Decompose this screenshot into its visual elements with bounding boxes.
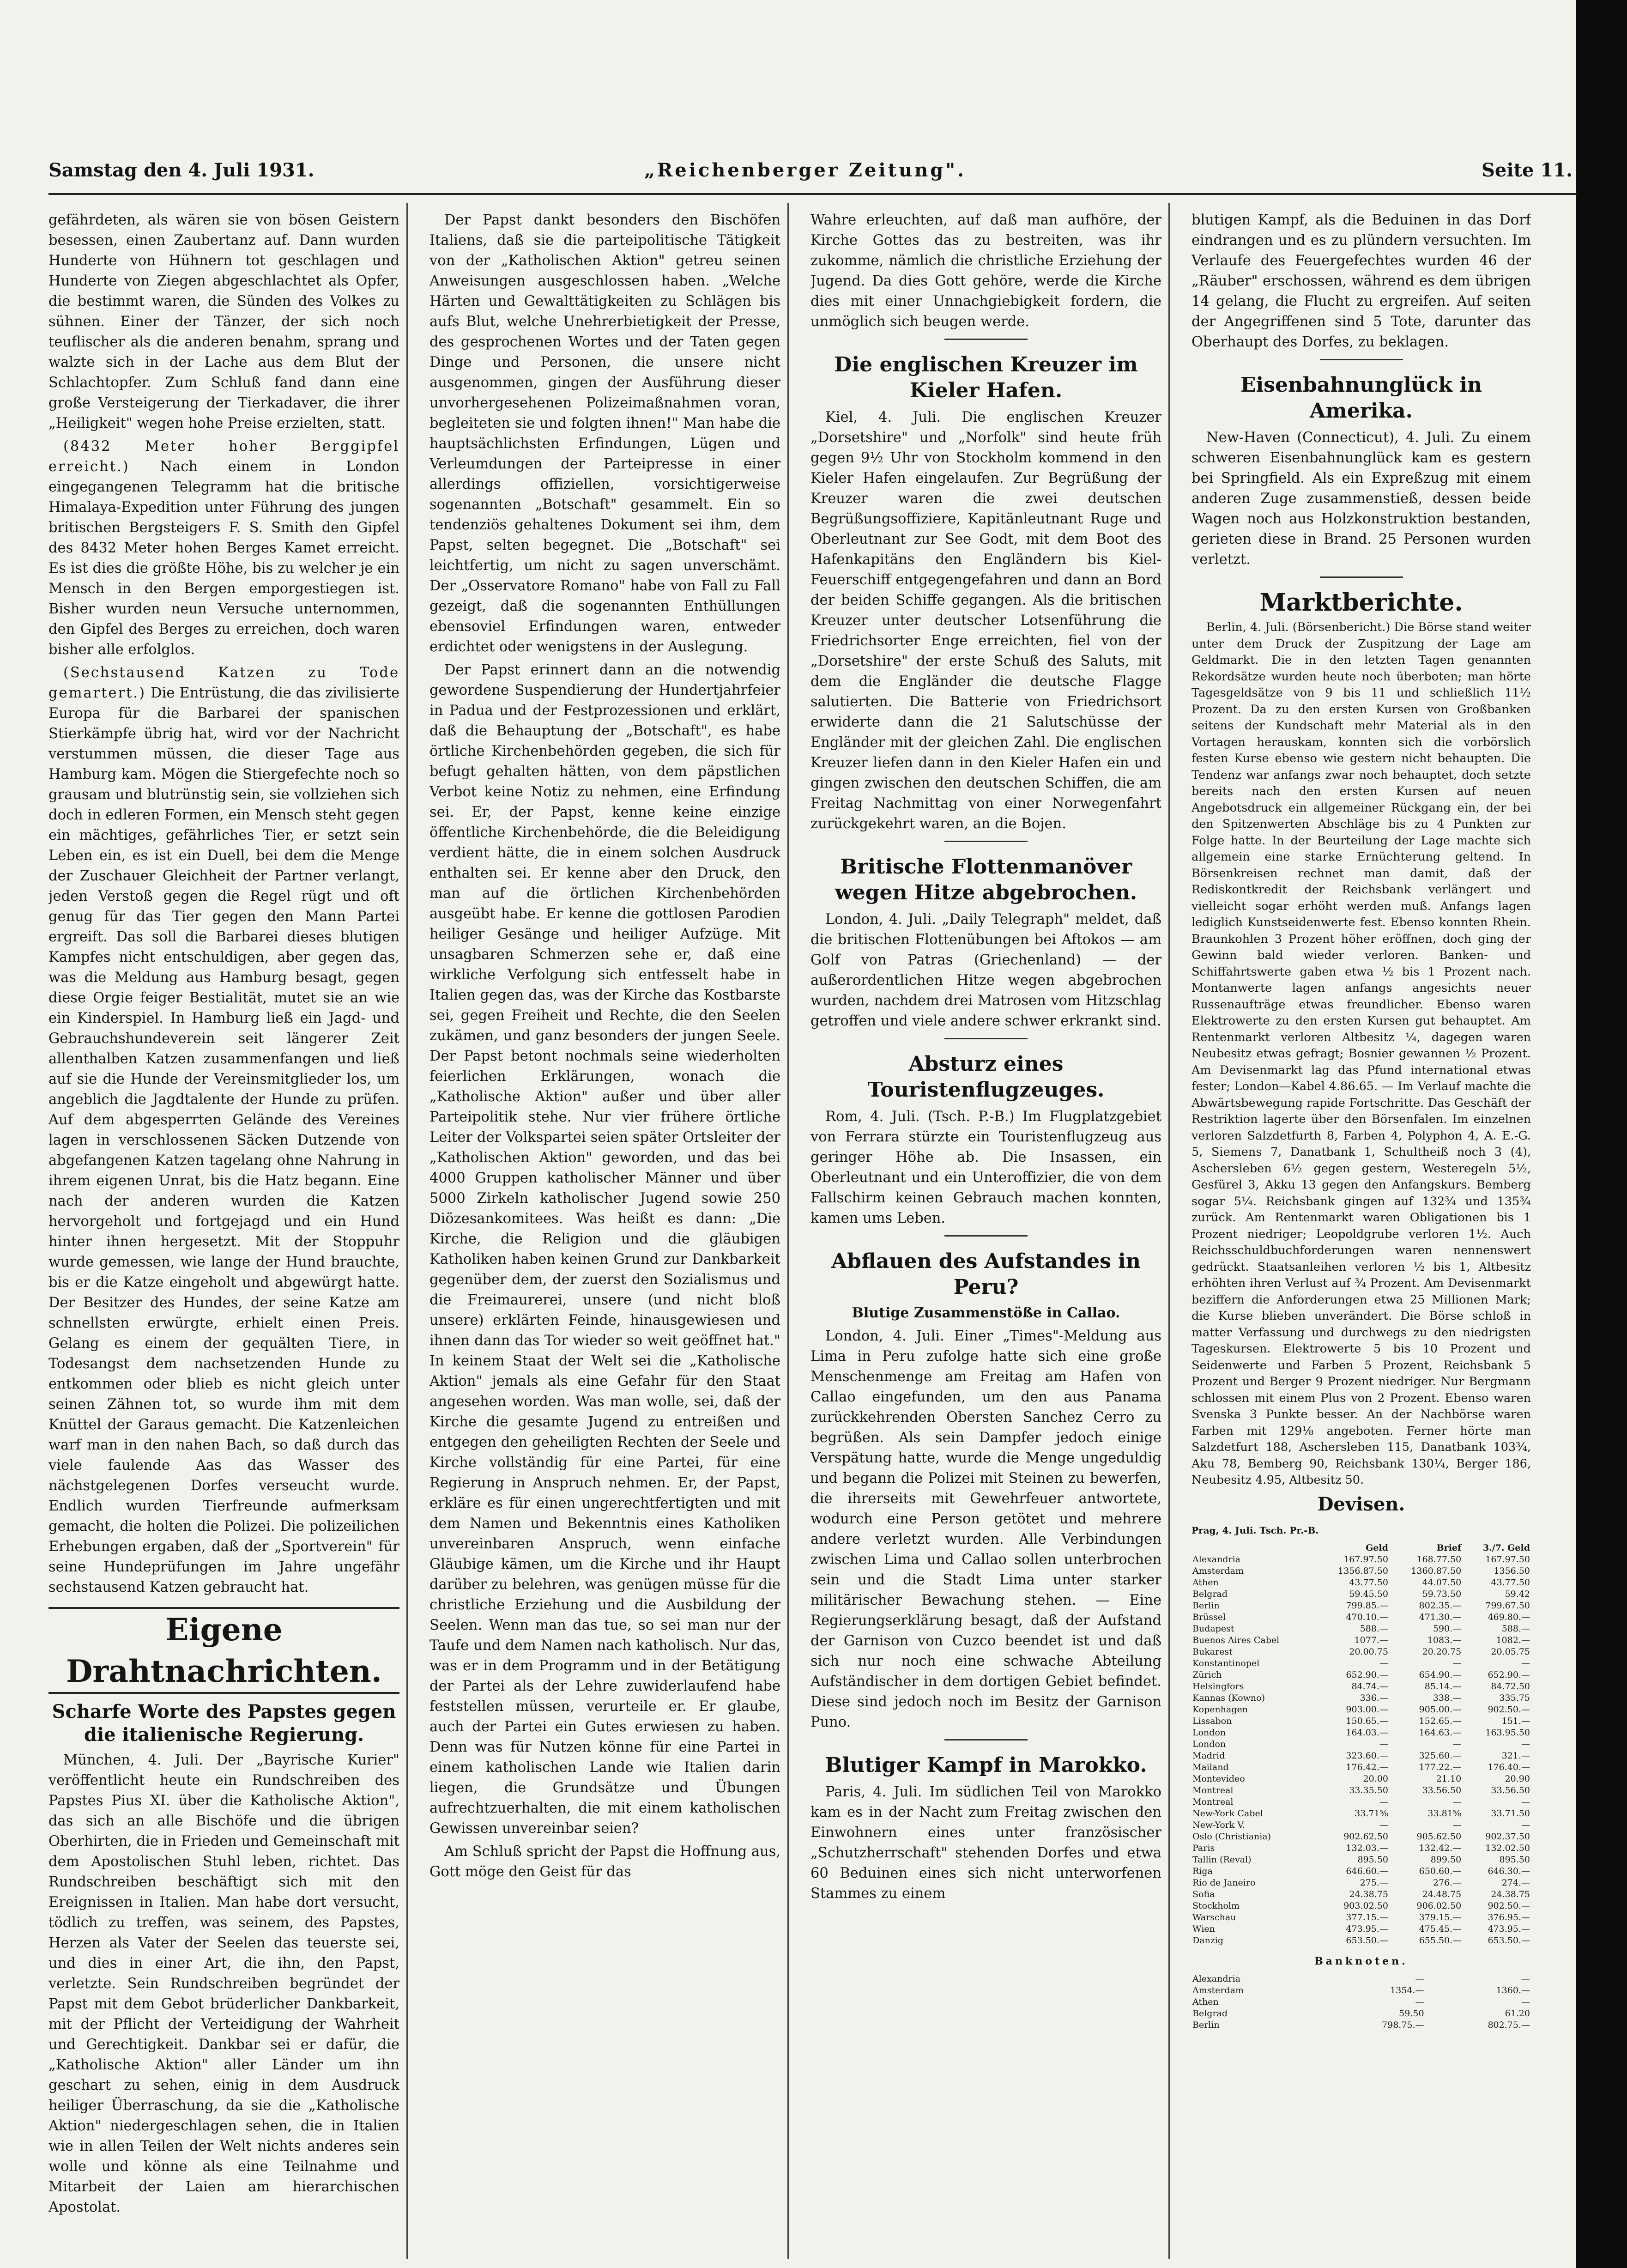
currency-rate: 473.95.— [1346, 1923, 1388, 1934]
banknote-rate: 802.75.— [1488, 2019, 1530, 2030]
currency-rate: 590.— [1433, 1623, 1462, 1634]
currency-rate: 20.00.75 [1349, 1646, 1388, 1657]
currency-rate: 379.15.— [1419, 1912, 1462, 1922]
table-row [1192, 1600, 1531, 1612]
currency-name: Warschau [1192, 1912, 1236, 1922]
currency-rate: 164.63.— [1419, 1727, 1462, 1738]
currency-name: Belgrad [1192, 1589, 1228, 1599]
currency-rate: 588.— [1360, 1623, 1388, 1634]
currency-table-caption: Prag, 4. Juli. Tsch. Pr.-B. [1192, 1524, 1319, 1536]
currency-rate: 799.85.— [1346, 1600, 1388, 1611]
currency-rate: — [1379, 1739, 1388, 1749]
banknote-name: Athen [1192, 1996, 1219, 2007]
currency-name: Berlin [1192, 1600, 1220, 1611]
currency-rate: — [1521, 1658, 1530, 1668]
currency-rate: — [1379, 1796, 1388, 1807]
currency-rate: 652.90.— [1346, 1669, 1388, 1680]
currency-rate: 377.15.— [1346, 1912, 1388, 1922]
table-row [1192, 1973, 1531, 1985]
currency-rate: 24.38.75 [1491, 1889, 1530, 1899]
currency-rate: 1083.— [1427, 1635, 1462, 1645]
banknote-rate: 59.50 [1399, 2008, 1424, 2019]
currency-rate: 799.67.50 [1485, 1600, 1530, 1611]
currency-rate: 1077.— [1354, 1635, 1388, 1645]
currency-rate: 276.— [1433, 1877, 1462, 1888]
currency-rate: 21.10 [1436, 1773, 1462, 1784]
currency-rate: 1360.87.50 [1411, 1565, 1462, 1576]
currency-rate: — [1452, 1819, 1462, 1830]
banknotes-table [1192, 1973, 1531, 2031]
currency-rate: 469.80.— [1488, 1612, 1530, 1622]
table-row [1192, 1623, 1531, 1635]
article-separator [944, 339, 1028, 340]
table-row [1192, 1727, 1531, 1739]
banknote-rate: — [1521, 1996, 1530, 2007]
currency-name: Bukarest [1192, 1646, 1233, 1657]
currency-rate: 905.00.— [1419, 1704, 1462, 1715]
currency-name: Danzig [1192, 1935, 1224, 1946]
table-row [1192, 1900, 1531, 1912]
item-heading: (Sechstausend Katzen zu Tode gemartert.) [48, 665, 399, 701]
table-row [1192, 1854, 1531, 1866]
currency-name: Montevideo [1192, 1773, 1245, 1784]
table-row [1192, 1843, 1531, 1854]
currency-rate: 470.10.— [1346, 1612, 1388, 1622]
currency-rate: 59.73.50 [1422, 1589, 1462, 1599]
currency-rate: 44.07.50 [1422, 1577, 1462, 1588]
currency-rate: 59.45.50 [1349, 1589, 1388, 1599]
currency-name: Amsterdam [1192, 1565, 1244, 1576]
currency-rate: 903.00.— [1346, 1704, 1388, 1715]
currency-rate: 33.81⅝ [1427, 1808, 1462, 1819]
article-separator [944, 841, 1028, 842]
table-row [1192, 1681, 1531, 1692]
table-row [1192, 1646, 1531, 1658]
currency-table [1192, 1542, 1531, 1947]
table-row [1192, 1923, 1531, 1935]
table-row [1192, 1612, 1531, 1623]
currency-rate: 275.— [1360, 1877, 1388, 1888]
banknote-rate: 1360.— [1496, 1985, 1530, 1995]
article-text: Rom, 4. Juli. (Tsch. P.-B.) Im Flugplatzgebiet von Ferrara stürzte ein Touristenflugzeug aus geringer Höhe ab. Die Insassen, ein Oberleutnant und ein Unteroffizier, die von dem Fallschirm keinen Gebrauch machen konnten, kamen ums Leben. [810, 1109, 1161, 1226]
currency-rate: 84.74.— [1351, 1681, 1388, 1692]
currency-rate: 59.42 [1505, 1589, 1530, 1599]
table-row [1192, 1716, 1531, 1727]
currency-name: Konstantinopel [1192, 1658, 1260, 1668]
table-row [1192, 1866, 1531, 1877]
currency-rate: 20.00 [1363, 1773, 1388, 1784]
article-text [48, 437, 399, 660]
table-row [1192, 1692, 1531, 1704]
banknote-rate: 1354.— [1390, 1985, 1424, 1995]
currency-rate: 167.97.50 [1485, 1554, 1530, 1565]
currency-rate: 899.50 [1430, 1854, 1462, 1865]
table-row [1192, 1669, 1531, 1681]
article-headline: Eisenbahnunglück in Amerika. [1240, 373, 1482, 423]
market-report-text: Berlin, 4. Juli. (Börsenbericht.) Die Börse stand weiter unter dem Druck der Zuspitzung der Lage am Geldmarkt. Die in den letzten Tagen genannten Rekordsätze wurden heute noch überboten; man hörte Tagesgeldsätze von 9 bis 11 und schließlich 11½ Prozent. Da zu den ersten Kursen von Großbanken seitens der Kundschaft mehr Material als in den Vortagen herauskam, konnten sich die vorbörslich festen Kurse ebenso wie gestern nicht behaupten. Die Tendenz war anfangs zwar noch behauptet, doch setzte bereits nach den ersten Kursen auf neuen Angebotsdruck ein allgemeiner Rückgang ein, der bei den Spitzenwerten Abschläge bis zu 4 Punkten zur Folge hatte. In der Beurteilung der Lage machte sich allgemein eine starke Ernüchterung geltend. In Börsenkreisen rechnet man damit, daß der Rediskontkredit der Reichsbank verlängert und vielleicht sogar erhöht werden muß. Anfangs lagen lediglich Kunstseidenwerte fest. Ebenso konnten Rhein. Braunkohlen 3 Prozent höher eröffnen, doch ging der Gewinn bald wieder verloren. Banken- und Schiffahrtswerte gaben etwa ½ bis 1 Prozent nach. Montanwerte lagen anfangs angesichts neuer Russenaufträge etwas freundlicher. Ebenso waren Elektrowerte zu den ersten Kursen gut behauptet. Am Rentenmarkt verloren Altbesitz ¼, dagegen waren Neubesitz etwas gefragt; Bosnier gewannen ½ Prozent. Am Devisenmarkt lag das Pfund international etwas fester; London—Kabel 4.86.65. — Im Verlauf machte die Abwärtsbewegung rapide Fortschritte. Das Geschäft der Restriktion lagerte über den Börsenfalen. Im einzelnen verloren Salzdetfurth 8, Farben 4, Polyphon 4, A. E.-G. 5, Siemens 7, Danatbank 1, Schultheiß noch 3 (4), Aschersleben 6½ gegen gestern, Westeregeln 5½, Gesfürel 3, Akku 13 gegen den Anfangskurs. Bemberg sogar 5¼. Reichsbank gingen auf 132¾ und 135¾ zurück. Am Rentenmarkt waren Obligationen bis 1 Prozent niedriger; Leopoldgrube verloren 1½. Auch Reichsschuldbuchforderungen waren nennenswert gedrückt. Staatsanleihen verloren ½ bis 1, Altbesitz erhöhten ihren Verlust auf ¾ Prozent. Am Devisenmarkt beziffern die Anforderungen etwa 25 Millionen Mark; die Kurse blieben unverändert. Die Börse schloß in matter Verfassung und durchwegs zu den niedrigsten Tageskursen. Elektrowerte 5 bis 10 Prozent und Seidenwerte und Farben 5 Prozent, Reichsbank 5 Prozent und Berger 9 Prozent niedriger. Nur Bergmann schlossen mit einem Plus von 2 Prozent. Ebenso waren Svenska 3 Punkte besser. An der Nachbörse waren Farben mit 129⅛ angeboten. Ferner hörte man Salzdetfurt 188, Aschersleben 115, Danatbank 103¾, Aku 78, Bemberg 90, Reichsbank 130¼, Berger 186, Neubesitz 4.95, Altbesitz 50. [1192, 620, 1531, 1487]
article-separator [1320, 576, 1403, 578]
currency-name: Mailand [1192, 1762, 1229, 1772]
currency-rate: 176.40.— [1488, 1762, 1530, 1772]
currency-name: Madrid [1192, 1750, 1225, 1761]
currency-rate: 85.14.— [1424, 1681, 1462, 1692]
currency-rate: 33.71⅝ [1355, 1808, 1388, 1819]
currency-rate: — [1452, 1796, 1462, 1807]
article-text: blutigen Kampf, als die Beduinen in das Dorf eindrangen und es zu plündern versuchten. Im Verlaufe des Feuergefechtes wurden 46 der „Räuber" erschossen, während es dem übrigen 14 gelang, die Flucht zu ergreifen. Auf seiten der Angegriffenen sind 5 Tote, darunter das Oberhaupt des Dorfes, zu beklagen. [1192, 212, 1531, 350]
currency-rate: 177.22.— [1419, 1762, 1462, 1772]
banknote-rate: 61.20 [1505, 2008, 1530, 2019]
table-row [1192, 2019, 1531, 2031]
table-row [1192, 1796, 1531, 1808]
currency-rate: 653.50.— [1346, 1935, 1388, 1946]
currency-rate: 323.60.— [1346, 1750, 1388, 1761]
article-text: Der Papst erinnert dann an die notwendig gewordene Suspendierung der Hundertjahrfeier in Padua und der Festprozessionen und erklärt, daß die Behauptung der „Botschaft", es habe örtliche Kirchenbehörden gegeben, die sich für befugt gehalten hätten, von dem päpstlichen Verbot keine Notiz zu nehmen, eine Erfindung sei. Er, der Papst, kenne keine einzige öffentliche Kirchenbehörde, die die Beleidigung verdient hätte, die in einem solchen Ausdruck enthalten sei. Er kenne aber den Druck, den man auf die örtlichen Kirchenbehörden ausgeübt habe. Er kenne die gottlosen Parodien heiliger Gesänge und heiliger Aufzüge. Mit unsagbaren Schmerzen sehe er, daß eine wirkliche Verfolgung sich entfesselt habe in Italien gegen das, was der Kirche das Kostbarste sei, gegen Freiheit und Rechte, die den Seelen zukämen, und ganz besonders der jungen Seele. Der Papst betont nochmals seine wiederholten feierlichen Erklärungen, wonach die „Katholische Aktion" außer und über aller Parteipolitik stehe. Nur vier frühere örtliche Leiter der Volkspartei seien später Ortsleiter der „Katholischen Aktion" geworden, und das bei 4000 Gruppen katholischer Männer und über 5000 Zirkeln katholischer Jugend sowie 250 Diözesankomitees. Was heißt es dann: „Die Kirche, die Religion und die gläubigen Katholiken haben keinen Grund zur Dankbarkeit gegenüber dem, der zuerst den Sozialismus und die Freimaurerei, unsere (und nicht bloß unsere) erklärten Feinde, hinausgewiesen und ihnen dann das Tor wieder so weit geöffnet hat." In keinem Staat der Welt sei die „Katholische Aktion" jemals als eine Gefahr für den Staat angesehen worden. Was man wolle, sei, daß der Kirche die gesamte Jugend zu entreißen und entgegen den geheiligten Rechten der Seele und Kirche vollständig für eine Partei, für eine Regierung in Anspruch nehmen. Er, der Papst, erkläre es für einen ungerechtfertigten und mit dem Namen und Bekenntnis eines Katholiken unvereinbaren Anspruch, wenn einfache Gläubige kämen, um die Kirche und ihr Haupt darüber zu belehren, was genügen müsse für die christliche Erziehung und die Ausbildung der Seelen. Wenn man das tue, so sei man nur der Taufe und dem Namen nach katholisch. Nur das, was er in dem Programm und in der Betätigung der Partei als der Lehre zuwiderlaufend habe feststellen müssen, verurteile er. Er glaube, auch der Partei ein Gutes erwiesen zu haben. Denn was für Nutzen könne für eine Partei in einem katholischen Lande wie Italien darin liegen, die Grundsätze und Übungen aufrechtzuerhalten, die mit einem katholischen Gewissen unvereinbar seien? [429, 662, 780, 1837]
article-separator [944, 1235, 1028, 1237]
header-page-number: Seite 11. [1482, 159, 1573, 181]
scan-edge-strip [1576, 0, 1627, 2268]
table-row [1192, 1750, 1531, 1762]
banknote-rate: — [1415, 1973, 1424, 1984]
currency-name: Rio de Janeiro [1192, 1877, 1256, 1888]
article-separator [944, 1038, 1028, 1039]
banknotes-title: Banknoten. [1314, 1955, 1408, 1967]
article-headline: Die englischen Kreuzer im Kieler Hafen. [834, 353, 1138, 402]
currency-rate: — [1379, 1658, 1388, 1668]
currency-rate: 132.03.— [1346, 1843, 1388, 1853]
currency-rate: 1082.— [1496, 1635, 1530, 1645]
currency-rate: 646.60.— [1346, 1866, 1388, 1876]
table-row [1192, 1785, 1531, 1796]
table-row [1192, 2008, 1531, 2019]
currency-name: Alexandria [1192, 1554, 1240, 1565]
currency-rate: 20.05.75 [1491, 1646, 1530, 1657]
table-row [1192, 1589, 1531, 1600]
column-divider [1168, 203, 1170, 2259]
currency-rate: 24.38.75 [1349, 1889, 1388, 1899]
currency-name: Zürich [1192, 1669, 1222, 1680]
currency-rate: 321.— [1501, 1750, 1530, 1761]
table-row [1192, 1985, 1531, 1996]
article-headline: Marktberichte. [1259, 588, 1463, 617]
currency-rate: 588.— [1501, 1623, 1530, 1634]
currency-rate: 152.65.— [1419, 1716, 1462, 1726]
currency-rate: 336.— [1360, 1692, 1388, 1703]
currency-rate: 475.45.— [1419, 1923, 1462, 1934]
article-text: München, 4. Juli. Der „Bayrische Kurier" veröffentlicht heute ein Rundschreiben des Papstes Pius XI. über die Katholische Aktion", das sich an alle Bischöfe und die übrigen Oberhirten, die in Frieden und Gemeinschaft mit dem Apostolischen Stuhl leben, richtet. Das Rundschreiben beschäftigt sich mit den Ereignissen in Italien. Man habe dort versucht, tödlich zu treffen, was seinem, des Papstes, Herzen als Vater der Seelen das teuerste sei, und dies in einer Art, die ihn, den Papst, verletzte. Sein Rundschreiben begründet der Papst mit dem Gebot brüderlicher Dankbarkeit, mit der Pflicht der Verteidigung der Wahrheit und Gerechtigkeit. Dankbar sei er dafür, die „Katholische Aktion" aller Länder um ihn geschart zu sehen, einig in dem Ausdruck heiliger Überraschung, da sie die „Katholische Aktion" niedergeschlagen sehen, die in Italien wie in allen Teilen der Welt nichts anderes sein wolle und könne als eine Teilnahme und Mitarbeit der Laien am hierarchischen Apostolat. [48, 1752, 399, 2215]
table-row [1192, 1554, 1531, 1565]
currency-name: Tallin (Reval) [1192, 1854, 1252, 1865]
table-row [1192, 1762, 1531, 1773]
currency-rate: — [1521, 1796, 1530, 1807]
table-row [1192, 1912, 1531, 1923]
currency-rate: 903.02.50 [1343, 1900, 1388, 1911]
currency-rate: 1356.50 [1494, 1565, 1530, 1576]
currency-rate: 802.35.— [1419, 1600, 1462, 1611]
currency-name: London [1192, 1727, 1226, 1738]
table-row [1192, 1635, 1531, 1646]
banknote-name: Berlin [1192, 2019, 1220, 2030]
currency-rate: 132.42.— [1419, 1843, 1462, 1853]
currency-rate: 376.95.— [1488, 1912, 1530, 1922]
currency-rate: 33.35.50 [1349, 1785, 1388, 1795]
table-row [1192, 1577, 1531, 1589]
item-body: Nach einem in London eingegangenen Telegramm hat die britische Himalaya-Expedition unter Führung des jungen britischen Bergsteigers F. S. Smith den Gipfel des 8432 Meter hohen Berges Kamet erreicht. Es ist dies die größte Höhe, bis zu welcher je ein Mensch in den Bergen emporgestiegen ist. Bisher wurden neun Versuche unternommen, den Gipfel des Berges zu erreichen, doch waren bisher alle erfolglos. [48, 459, 399, 658]
article-headline: Britische Flottenmanöver wegen Hitze abgebrochen. [835, 855, 1137, 904]
table-row [1192, 1658, 1531, 1669]
article-text: Der Papst dankt besonders den Bischöfen Italiens, daß sie die parteipolitische Tätigkeit von der „Katholischen Aktion" getreu seinen Anweisungen ausgeschlossen haben. „Welche Härten und Gewalttätigkeiten zu Schlägen bis aufs Blut, welche Unehrerbietigkeit der Presse, des gesprochenen Wortes und der Taten gegen Dinge und Personen, die unsere nicht ausgenommen, gingen der Ausführung dieser unvorhergesehenen Polizeimaßnahmen voran, begleiteten sie und folgten ihnen!" Man habe die hauptsächlichsten Erfindungen, Lügen und Verleumdungen der Parteipresse in einer allerdings offiziellen, vorsichtigerweise sogenannten „Botschaft" gesammelt. Ein so tendenziös gehaltenes Dokument sei ihm, dem Papst, selten begegnet. Die „Botschaft" sei leichtfertig, um nicht zu sagen unverschämt. Der „Osservatore Romano" habe von Fall zu Fall gezeigt, daß die sogenannten Enthüllungen ebensoviel Erfindungen waren, entweder erdichtet oder wenigstens in der Auslegung. [429, 212, 780, 655]
table-row [1192, 1889, 1531, 1900]
banknote-name: Amsterdam [1192, 1985, 1244, 1995]
currency-rate: 24.48.75 [1422, 1889, 1462, 1899]
currency-header-cell: Geld [1366, 1542, 1388, 1553]
currency-rate: 84.72.50 [1491, 1681, 1530, 1692]
currency-rate: 151.— [1501, 1716, 1530, 1726]
currency-rate: 655.50.— [1419, 1935, 1462, 1946]
article-text [48, 663, 399, 1598]
currency-rate: 650.60.— [1419, 1866, 1462, 1876]
currency-name: Riga [1192, 1866, 1213, 1876]
currency-name: Kopenhagen [1192, 1704, 1248, 1715]
currency-rate: 471.30.— [1419, 1612, 1462, 1622]
currency-rate: 132.02.50 [1485, 1843, 1530, 1853]
currency-rate: 20.90 [1505, 1773, 1530, 1784]
table-row [1192, 1831, 1531, 1843]
column-1 [48, 210, 399, 2256]
currency-rate: 335.75 [1499, 1692, 1530, 1703]
currency-rate: 338.— [1433, 1692, 1462, 1703]
header-rule [48, 193, 1577, 195]
currency-name: Stockholm [1192, 1900, 1240, 1911]
currency-rate: — [1452, 1658, 1462, 1668]
currency-rate: — [1521, 1819, 1530, 1830]
column-4 [1192, 210, 1531, 2256]
column-divider [406, 203, 408, 2259]
currency-rate: 43.77.50 [1349, 1577, 1388, 1588]
currency-name: Oslo (Christiania) [1192, 1831, 1271, 1842]
currency-rate: 176.42.— [1346, 1762, 1388, 1772]
currency-rate: — [1521, 1739, 1530, 1749]
item-body: Die Entrüstung, die das zivilisierte Europa für die Barbarei der spanischen Stierkämpfe übrig hat, wird vor der Nachricht verstummen müssen, die dieser Tage aus Hamburg kam. Mögen die Stiergefechte noch so grausam und blutrünstig sein, sie vollziehen sich doch in edleren Formen, ein Mensch steht gegen ein mächtiges, gefährliches Tier, er setzt sein Leben ein, es ist ein Duell, bei dem die Menge der Zuschauer Gleichheit der Partner verlangt, jeden Verstoß gegen die Regel rügt und oft genug für das Tier gegen den Mann Partei ergreift. Das soll die Barbarei dieses blutigen Kampfes nicht entschuldigen, aber gegen das, was die Meldung aus Hamburg besagt, gegen diese Orgie feiger Bestialität, mutet sie an wie ein Kinderspiel. In Hamburg ließ ein Jagd- und Gebrauchshundeverein seit längerer Zeit allenthalben Katzen zusammenfangen und ließ auf sie die Hunde der Vereinsmitglieder los, um angeblich die Jagdtalente der Hunde zu prüfen. Auf dem abgesperrten Gelände des Vereines lagen in verschlossenen Säcken Dutzende von abgefangenen Katzen tagelang ohne Nahrung in ihrem eigenen Unrat, bis die Hatz begann. Eine nach der anderen wurden die Katzen hervorgeholt und fortgejagd und ein Hund hinter ihnen hergesetzt. Mit der Stoppuhr wurde gemessen, wie lange der Hund brauchte, bis er die Katze eingeholt und abgewürgt hatte. Der Besitzer des Hundes, der seine Katze am schnellsten erwürgte, erhielt einen Preis. Gelang es einem der gequälten Tiere, in Todesangst dem nachsetzenden Hunde zu entkommen oder blieb es nicht gleich unter seinen Zähnen tot, so wurde ihm mit dem Knüttel der Garaus gemacht. Die Katzenleichen warf man in den nahen Bach, so daß durch das viele faulende Aas das Wasser des nächstgelegenen Dorfes verseucht wurde. Endlich wurden Tierfreunde aufmerksam gemacht, die holten die Polizei. Die polizeilichen Erhebungen ergaben, daß der „Sportverein" für seine Hundeprüfungen im Jahre ungefähr sechstausend Katzen gebraucht hat. [48, 685, 399, 1595]
article-text: London, 4. Juli. „Daily Telegraph" meldet, daß die britischen Flottenübungen bei Aftokos — am Golf von Patras (Griechenland) — der außerordentlichen Hitze wegen abgebrochen wurden, nachdem drei Matrosen vom Hitzschlag getroffen und viele andere schwer erkrankt sind. [810, 911, 1161, 1029]
page-header [48, 159, 1577, 192]
currency-name: Buenos Aires Cabel [1192, 1635, 1280, 1645]
article-text: Am Schluß spricht der Papst die Hoffnung aus, Gott möge den Geist für das [429, 1844, 780, 1880]
currency-name: London [1192, 1739, 1226, 1749]
currency-rate: 905.62.50 [1416, 1831, 1462, 1842]
banknote-name: Alexandria [1192, 1973, 1240, 1984]
currency-rate: 895.50 [1357, 1854, 1388, 1865]
column-2 [429, 210, 780, 2256]
currency-rate: 33.71.50 [1491, 1808, 1530, 1819]
currency-table-header [1192, 1542, 1531, 1554]
table-row [1192, 1808, 1531, 1819]
article-text: London, 4. Juli. Einer „Times"-Meldung aus Lima in Peru zufolge hatte sich eine große Menschenmenge am Freitag am Hafen von Callao eingefunden, um den aus Panama zurückkehrenden Obersten Sanchez Cerro zu begrüßen. Als sein Dampfer jedoch einige Verspätung hatte, wurde die Menge ungeduldig und begann die Polizei mit Steinen zu bewerfen, die ihrerseits mit Gewehrfeuer antwortete, wodurch eine Person getötet und mehrere andere verletzt wurden. Alle Verbindungen zwischen Lima und Callao sollen unterbrochen sein und die Stadt Lima unter starker militärischer Bewachung stehen. — Eine Regierungserklärung besagt, daß der Aufstand der Garnison von Cuzco beendet ist und daß sich nur noch eine schwache Abteilung Aufständischer in dem dortigen Gebiet befindet. Diese sind jedoch noch im Besitz der Garnison Puno. [810, 1328, 1161, 1730]
banknote-rate: 798.75.— [1382, 2019, 1424, 2030]
currency-name: Kannas (Kowno) [1192, 1692, 1265, 1703]
currency-rate: 652.90.— [1488, 1669, 1530, 1680]
table-row [1192, 1996, 1531, 2008]
currency-rate: 906.02.50 [1416, 1900, 1462, 1911]
table-row [1192, 1739, 1531, 1750]
currency-name: New-York Cabel [1192, 1808, 1263, 1819]
article-text: Kiel, 4. Juli. Die englischen Kreuzer „Dorsetshire" und „Norfolk" sind heute früh gegen 9½ Uhr von Stockholm kommend in den Kieler Hafen eingelaufen. Zur Begrüßung der Kreuzer waren die zwei deutschen Begrüßungsoffiziere, Kapitänleutnant Ruge und Oberleutnant zur See Godt, mit dem Boot des Hafenkapitäns den Engländern bis Kiel-Feuerschiff entgegengefahren und dann an Bord der beiden Schiffe gegangen. Als die britischen Kreuzer unter deutscher Lotsenführung die Friedrichsorter Enge erreichten, fiel von der „Dorsetshire" der erste Schuß des Saluts, mit dem die Engländer die deutsche Flagge salutierten. Die Batterie von Friedrichsort erwiderte dann die 21 Salutschüsse der Engländer mit der gleichen Zahl. Die englischen Kreuzer liefen dann in den Kieler Hafen ein und gingen zwischen den deutschen Schiffen, die am Freitag Nachmittag von einer Norwegenfahrt zurückgekehrt waren, an die Bojen. [810, 409, 1161, 832]
currency-name: Sofia [1192, 1889, 1215, 1899]
currency-rate: 646.30.— [1488, 1866, 1530, 1876]
currency-rate: — [1452, 1739, 1462, 1749]
banknote-name: Belgrad [1192, 2008, 1228, 2019]
article-text: Wahre erleuchten, auf daß man aufhöre, der Kirche Gottes das zu bestreiten, was ihr zukomme, nämlich die christliche Erziehung der Jugend. Da dies Gott gehöre, werde die Kirche dies mit einer Unnachgiebigkeit fordern, die unmöglich sich beugen werde. [810, 212, 1161, 330]
currency-rate: 167.97.50 [1343, 1554, 1388, 1565]
column-divider [787, 203, 789, 2259]
currency-section-title: Devisen. [1317, 1493, 1405, 1515]
table-row [1192, 1935, 1531, 1947]
section-banner: Eigene Drahtnachrichten. [48, 1607, 399, 1694]
article-separator [944, 1739, 1028, 1740]
article-headline: Scharfe Worte des Papstes gegen die italienische Regierung. [52, 1701, 396, 1746]
banknote-rate: — [1521, 1973, 1530, 1984]
currency-rate: 33.56.50 [1422, 1785, 1462, 1795]
currency-header-cell [1192, 1542, 1316, 1554]
currency-name: Paris [1192, 1843, 1215, 1853]
article-headline: Blutiger Kampf in Marokko. [825, 1753, 1147, 1777]
article-headline: Abflauen des Aufstandes in Peru? [831, 1249, 1141, 1299]
banknotes-table-body [1192, 1973, 1531, 2031]
currency-name: Montreal [1192, 1785, 1234, 1795]
currency-name: Helsingfors [1192, 1681, 1244, 1692]
column-3 [810, 210, 1161, 2256]
currency-rate: 164.03.— [1346, 1727, 1388, 1738]
currency-name: Athen [1192, 1577, 1219, 1588]
table-row [1192, 1565, 1531, 1577]
currency-name: Budapest [1192, 1623, 1234, 1634]
currency-rate: 43.77.50 [1491, 1577, 1530, 1588]
currency-header-cell: 3./7. Geld [1482, 1542, 1530, 1553]
currency-rate: 274.— [1501, 1877, 1530, 1888]
article-text: Paris, 4. Juli. Im südlichen Teil von Marokko kam es in der Nacht zum Freitag zwischen den Einwohnern eines unter französischer „Schutzherrschaft" stehenden Dorfes und etwa 60 Beduinen eines sich nicht unterworfenen Stammes zu einem [810, 1784, 1161, 1902]
currency-header-cell: Brief [1436, 1542, 1462, 1553]
currency-rate: 1356.87.50 [1338, 1565, 1388, 1576]
currency-name: Montreal [1192, 1796, 1234, 1807]
currency-rate: 473.95.— [1488, 1923, 1530, 1934]
currency-rate: 168.77.50 [1416, 1554, 1462, 1565]
table-row [1192, 1877, 1531, 1889]
currency-name: Brüssel [1192, 1612, 1226, 1622]
currency-rate: 902.50.— [1488, 1704, 1530, 1715]
currency-name: Lissabon [1192, 1716, 1232, 1726]
currency-rate: 163.95.50 [1485, 1727, 1530, 1738]
header-title: „Reichenberger Zeitung". [644, 159, 966, 181]
article-separator [1320, 359, 1403, 360]
article-text: New-Haven (Connecticut), 4. Juli. Zu einem schweren Eisenbahnunglück kam es gestern bei Springfield. Als ein Expreßzug mit einem anderen Zuge zusammenstieß, dessen beide Wagen noch aus Holzkonstruktion bestanden, gerieten diese in Brand. 25 Personen wurden verletzt. [1192, 430, 1531, 568]
currency-rate: 653.50.— [1488, 1935, 1530, 1946]
currency-rate: 902.62.50 [1343, 1831, 1388, 1842]
table-row [1192, 1773, 1531, 1785]
banknote-rate: — [1415, 1996, 1424, 2007]
article-subheadline: Blutige Zusammenstöße in Callao. [852, 1305, 1120, 1321]
currency-rate: 20.20.75 [1422, 1646, 1462, 1657]
article-text: gefährdeten, als wären sie von bösen Geistern besessen, einen Zaubertanz auf. Dann wurden Hunderte von Hühnern tot geschlagen und Hunderte von Ziegen abgeschlachtet als Opfer, die bestimmt waren, die Sünden des Volkes zu sühnen. Einer der Tänzer, der sich noch teuflischer als die anderen benahm, sprang und walzte sich in der Lache aus dem Blut der Schlachtopfer. Zum Schluß fand dann eine große Versteigerung der Tierkadaver, die ihrer „Heiligkeit" wegen hohe Preise erzielten, statt. [48, 212, 399, 431]
currency-table-body [1192, 1554, 1531, 1947]
table-row [1192, 1704, 1531, 1716]
currency-rate: 902.37.50 [1485, 1831, 1530, 1842]
header-date: Samstag den 4. Juli 1931. [48, 159, 315, 181]
currency-rate: — [1379, 1819, 1388, 1830]
currency-rate: 325.60.— [1419, 1750, 1462, 1761]
item-heading: (8432 Meter hoher Berggipfel erreicht.) [48, 438, 399, 475]
currency-rate: 895.50 [1499, 1854, 1530, 1865]
currency-rate: 654.90.— [1419, 1669, 1462, 1680]
currency-rate: 902.50.— [1488, 1900, 1530, 1911]
currency-rate: 33.56.50 [1491, 1785, 1530, 1795]
currency-name: Wien [1192, 1923, 1215, 1934]
currency-rate: 150.65.— [1346, 1716, 1388, 1726]
article-headline: Absturz eines Touristenflugzeuges. [867, 1052, 1105, 1102]
table-row [1192, 1819, 1531, 1831]
currency-name: New-York V. [1192, 1819, 1245, 1830]
